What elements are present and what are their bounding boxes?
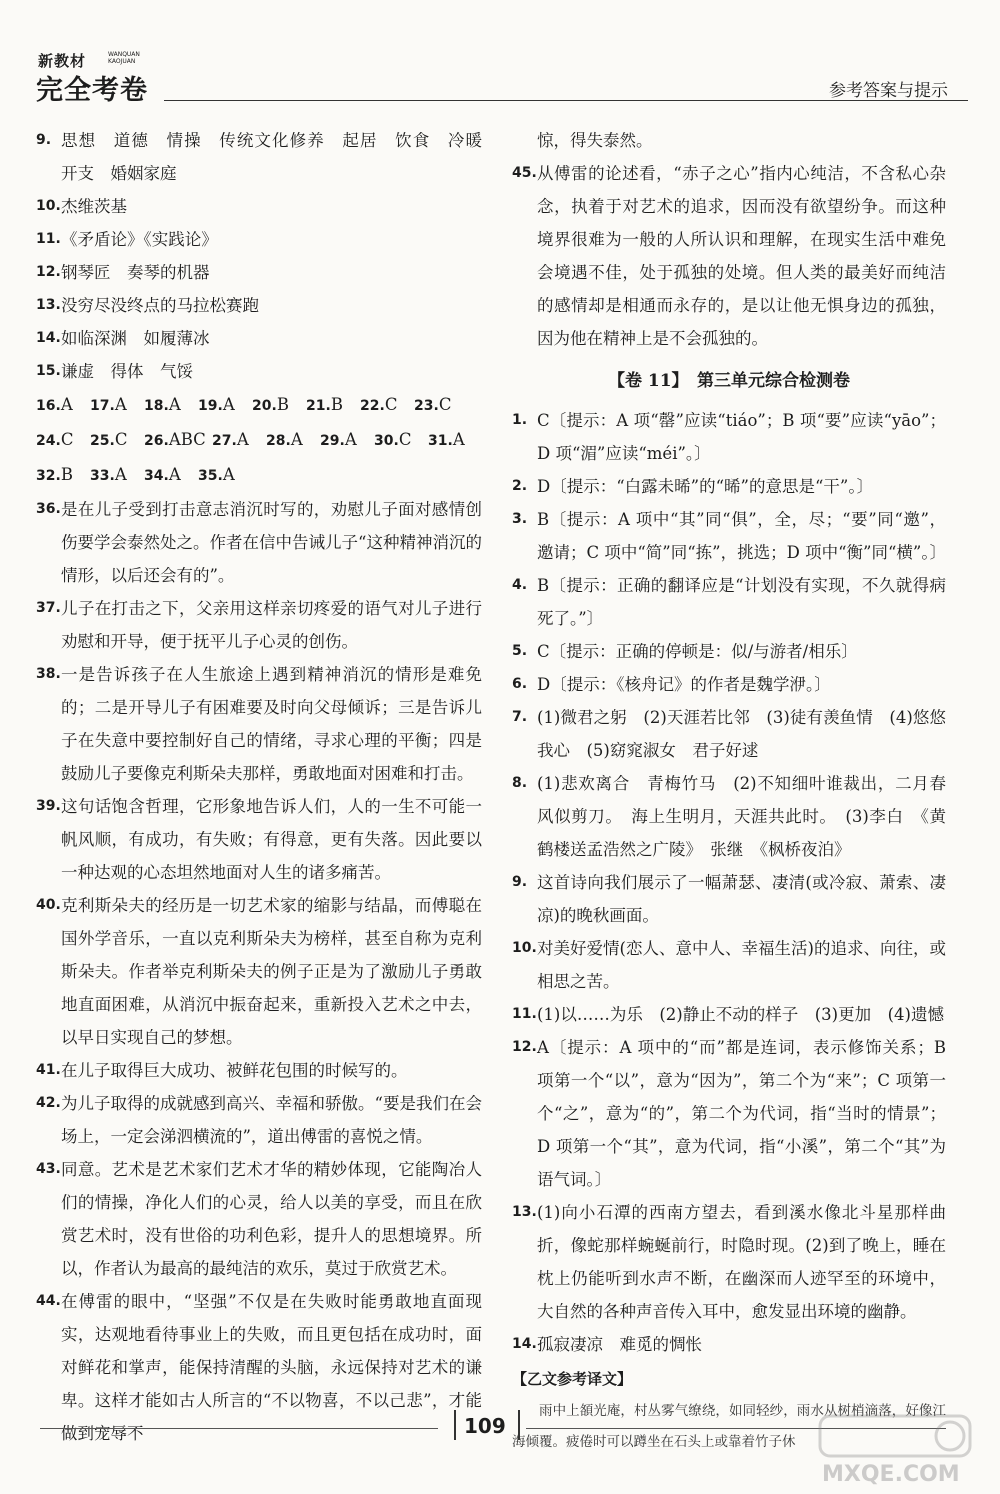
page-header (34, 50, 968, 106)
watermark-logo (800, 1412, 990, 1492)
choice-answer: 33.A (90, 465, 127, 484)
answer-item: 15. 谦虚 得体 气馁 (36, 362, 193, 381)
choice-answer: 21.B (306, 395, 343, 414)
footer-bar-right (518, 1410, 520, 1440)
choice-answer: 18.A (144, 395, 181, 414)
choice-answer: 28.A (266, 430, 303, 449)
answer-item: 36. 是在儿子受到打击意志消沉时写的，劝慰儿子面对感情创伤要学会泰然处之。作者在信中告诫儿子“这种精神消沉的情形，以后还会有的”。 (36, 500, 482, 585)
answer-item: 12. A〔提示：A 项中的“而”都是连词，表示修饰关系；B 项第一个“以”，意为“因为”，第二个为“来”；C 项第一个“之”，意为“的”，第二个为代词，指“当时的情景”；D 项第一个“其”，意为代词，指“小溪”，第二个“其”为语气词。〕 (512, 1038, 946, 1189)
watermark-text: MXQE.COM (822, 1462, 960, 1487)
translation-text: 雨中上頟光庵，村丛雾气缭绕，如同轻纱，雨水从树梢滴落，好像江海倾覆。疲倦时可以蹲坐在石头上或靠着竹子休 (512, 1403, 946, 1450)
answer-item: 40. 克利斯朵夫的经历是一切艺术家的缩影与结晶，而傅聪在国外学音乐，一直以克利斯朵夫为榜样，甚至自称为克利斯朵夫。作者举克利斯朵夫的例子正是为了激励儿子勇敢地直面困难，从消沉中振奋起来，重新投入艺术之中去，以早日实现自己的梦想。 (36, 896, 482, 1047)
answer-item: 5. C〔提示：正确的停顿是：似/与游者/相乐〕 (512, 642, 858, 661)
choice-answer: 22.C (360, 395, 398, 414)
answer-item: 12. 钢琴匠 奏琴的机器 (36, 263, 210, 282)
answer-item: 11. (1)以……为乐 (2)静止不动的样子 (3)更加 (4)遗憾 (512, 1005, 944, 1024)
answer-item: 44. 在傅雷的眼中，“坚强”不仅是在失败时能勇敢地直面现实，达观地看待事业上的失败，而且更包括在成功时，面对鲜花和掌声，能保持清醒的头脑，永远保持对艺术的谦卑。这样才能如古人所言的“不以物喜，不以己悲”，才能做到宠辱不 (36, 1292, 482, 1443)
choice-answer: 19.A (198, 395, 235, 414)
choice-answer: 24.C (36, 430, 74, 449)
choice-answer: 32.B (36, 465, 73, 484)
answer-item: 11. 《矛盾论》《实践论》 (36, 230, 218, 249)
brand-logo-text: 完全考卷 (36, 75, 148, 106)
answer-item: 4. B〔提示：正确的翻译应是“计划没有实现，不久就得病死了。”〕 (512, 576, 946, 628)
answer-item: 37. 儿子在打击之下，父亲用这样亲切疼爱的语气对儿子进行劝慰和开导，便于抚平儿子心灵的创伤。 (36, 599, 482, 651)
choice-answer: 23.C (414, 395, 452, 414)
choice-answer: 17.A (90, 395, 127, 414)
answer-item: 1. C〔提示：A 项“罄”应读“tiáo”；B 项“要”应读“yāo”；D 项“湄”应读“méi”。〕 (512, 411, 946, 463)
page-number: 109 (464, 1414, 506, 1438)
answer-item: 42. 为儿子取得的成就感到高兴、幸福和骄傲。“要是我们在会场上，一定会涕泗横流的”，道出傅雷的喜悦之情。 (36, 1094, 482, 1146)
answer-item: 14. 如临深渊 如履薄冰 (36, 329, 210, 348)
choice-answer: 30.C (374, 430, 412, 449)
choice-answer: 34.A (144, 465, 181, 484)
right-column (512, 124, 946, 1458)
answer-item: 3. B〔提示：A 项中“其”同“俱”，全，尽；“要”同“邀”，邀请；C 项中“简”同“拣”，挑选；D 项中“衡”同“横”。〕 (512, 510, 947, 562)
choice-answer: 20.B (252, 395, 289, 414)
answer-continuation: 惊，得失泰然。 (537, 131, 653, 150)
choice-answer: 16.A (36, 395, 73, 414)
answer-item: 14. 孤寂凄凉 难觅的惆怅 (512, 1335, 702, 1354)
answer-item: 38. 一是告诉孩子在人生旅途上遇到精神消沉的情形是难免的；二是开导儿子有困难要及时向父母倾诉；三是告诉儿子在失意中要控制好自己的情绪，寻求心理的平衡；四是鼓励儿子要像克利斯朵夫那样，勇敢地面对困难和打击。 (36, 665, 482, 783)
brand-pinyin: WANQUAN KAOJUAN (108, 51, 140, 65)
footer-divider-left (40, 1428, 438, 1429)
answer-item: 45. 从傅雷的论述看，“赤子之心”指内心纯洁，不含私心杂念，执着于对艺术的追求，因而没有欲望纷争。而这种境界很难为一般的人所认识和理解，在现实生活中难免会境遇不佳，处于孤独的处境。但人类的最美好而纯洁的感情却是相通而永存的，是以让他无惧身边的孤独，因为他在精神上是不会孤独的。 (512, 164, 946, 348)
choice-answer: 29.A (320, 430, 357, 449)
choice-answer: 25.C (90, 430, 128, 449)
choice-answer: 27.A (212, 430, 249, 449)
footer-bar-left (454, 1410, 456, 1440)
answer-item: 9. 这首诗向我们展示了一幅萧瑟、凄清(或冷寂、萧索、凄凉)的晚秋画面。 (512, 873, 946, 925)
answer-item: 39. 这句话饱含哲理，它形象地告诉人们，人的一生不可能一帆风顺，有成功，有失败；有得意，更有失落。因此要以一种达观的心态坦然地面对人生的诸多痛苦。 (36, 797, 482, 882)
watermark-icon (800, 1412, 990, 1462)
answer-item: 7. (1)微君之躬 (2)天涯若比邻 (3)徒有羡鱼情 (4)悠悠我心 (5)窈窕淑女 君子好逑 (512, 708, 946, 760)
choice-answers-row (36, 458, 482, 493)
answer-item: 13. (1)向小石潭的西南方望去，看到溪水像北斗星那样曲折，像蛇那样蜿蜒前行，时隐时现。(2)到了晚上，睡在枕上仍能听到水声不断，在幽深而人迹罕至的环境中，大自然的各种声音传入耳中，愈发显出环境的幽静。 (512, 1203, 946, 1321)
answer-item: 10. 对美好爱情(恋人、意中人、幸福生活)的追求、向往，或相思之苦。 (512, 939, 946, 991)
answer-item: 13. 没穷尽没终点的马拉松赛跑 (36, 296, 259, 315)
choice-answers-row (36, 388, 482, 423)
section-header-title: 参考答案与提示 (829, 81, 948, 101)
choice-answers-row (36, 423, 482, 458)
answer-item: 8. (1)悲欢离合 青梅竹马 (2)不知细叶谁裁出，二月春风似剪刀。 海上生明月，天涯共此时。 (3)李白 《黄鹤楼送孟浩然之广陵》 张继 《枫桥夜泊》 (512, 774, 946, 859)
choice-answer: 26.ABC (144, 430, 206, 449)
answer-item: 2. D〔提示：“白露未晞”的“晞”的意思是“干”。〕 (512, 477, 874, 496)
choice-answer: 31.A (428, 430, 465, 449)
answer-item: 43. 同意。艺术是艺术家们艺术才华的精妙体现，它能陶冶人们的情操，净化人们的心灵，给人以美的享受，而且在欣赏艺术时，没有世俗的功利色彩，提升人的思想境界。所以，作者认为最高的最纯洁的欢乐，莫过于欣赏艺术。 (36, 1160, 482, 1278)
answer-item: 41. 在儿子取得巨大成功、被鲜花包围的时候写的。 (36, 1061, 408, 1080)
answer-item: 10. 杰维茨基 (36, 197, 127, 216)
answer-item: 9. 思想 道德 情操 传统文化修养 起居 饮食 冷暖 开支 婚姻家庭 (36, 131, 499, 183)
translation-title: 【乙文参考译文】 (512, 1370, 633, 1388)
choice-answer: 35.A (198, 465, 235, 484)
answer-item: 6. D〔提示：《核舟记》的作者是魏学洢。〕 (512, 675, 831, 694)
section-title: 【卷 11】 第三单元综合检测卷 (607, 371, 851, 391)
brand-top-text: 新教材 (38, 52, 87, 70)
